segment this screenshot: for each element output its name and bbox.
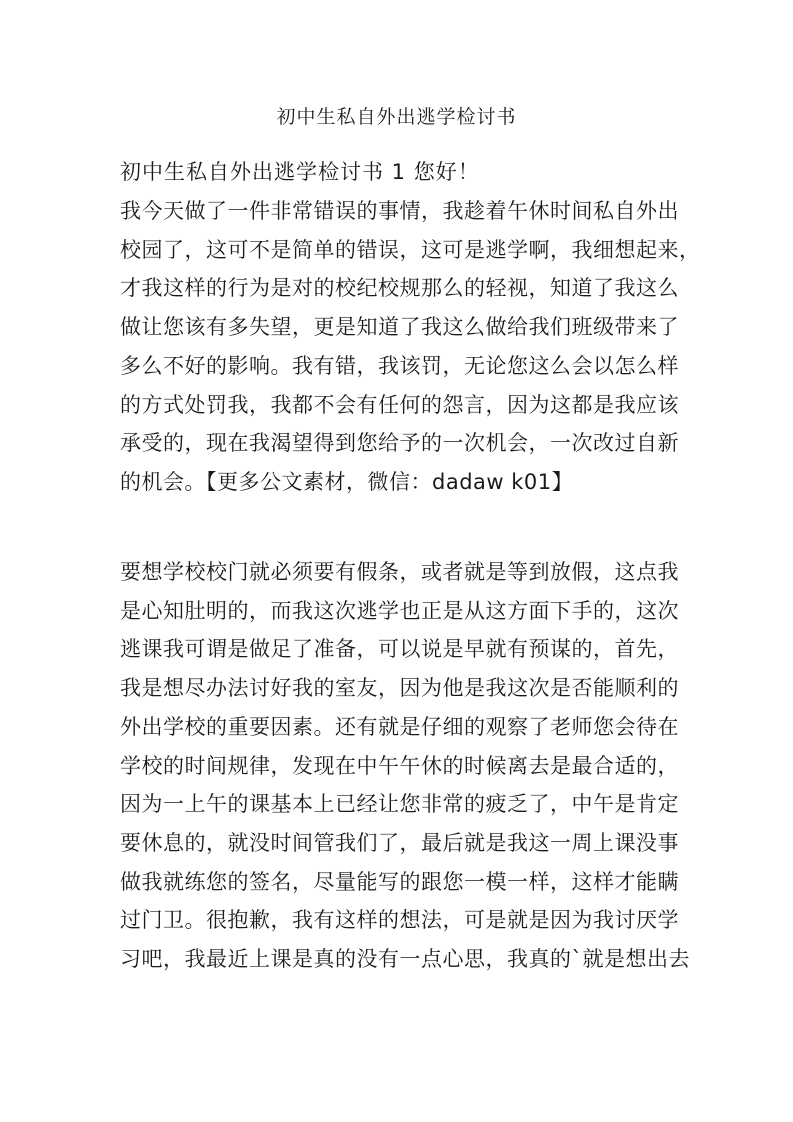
paragraph-line: 过门卫。很抱歉，我有这样的想法，可是就是因为我讨厌学 [120,908,679,933]
paragraph-line: 才我这样的行为是对的校纪校规那么的轻视，知道了我这么 [120,276,679,301]
paragraph-line: 逃课我可谓是做足了准备，可以说是早就有预谋的，首先， [120,637,679,662]
paragraph-line: 要休息的，就没时间管我们了，最后就是我这一周上课没事 [120,830,679,855]
paragraph-line: 承受的，现在我渴望得到您给予的一次机会，一次改过自新 [120,431,679,456]
document-title: 初中生私自外出逃学检讨书 [276,106,517,128]
paragraph-line: 我今天做了一件非常错误的事情，我趁着午休时间私自外出 [120,199,679,223]
paragraph-line: 做我就练您的签名，尽量能写的跟您一模一样，这样才能瞒 [120,869,679,894]
paragraph-line: 是心知肚明的，而我这次逃学也正是从这方面下手的，这次 [120,598,679,623]
document-heading: 初中生私自外出逃学检讨书 1 您好！ [120,160,480,184]
paragraph-line: 校园了，这可不是简单的错误，这可是逃学啊，我细想起来， [120,237,701,262]
paragraph-line: 因为一上午的课基本上已经让您非常的疲乏了，中午是肯定 [120,792,679,817]
paragraph-line: 的方式处罚我，我都不会有任何的怨言，因为这都是我应该 [120,392,679,417]
paragraph-2 [120,553,690,979]
paragraph-line: 要想学校校门就必须要有假条，或者就是等到放假，这点我 [120,560,679,584]
paragraph-line: 外出学校的重要因素。还有就是仔细的观察了老师您会待在 [120,714,679,739]
paragraph-line: 做让您该有多失望，更是知道了我这么做给我们班级带来了 [120,315,679,340]
paragraph-line: 多么不好的影响。我有错，我该罚，无论您这么会以怎么样 [120,353,679,378]
paragraph-line: 习吧，我最近上课是真的没有一点心思，我真的`就是想出去 [120,947,690,972]
paragraph-line: 学校的时间规律，发现在中午午休的时候离去是最合适的， [120,753,679,778]
paragraph-1 [120,192,701,502]
paragraph-line: 我是想尽办法讨好我的室友，因为他是我这次是否能顺利的 [120,676,679,701]
paragraph-line: 的机会。【更多公文素材，微信：dadaw k01】 [120,469,574,494]
